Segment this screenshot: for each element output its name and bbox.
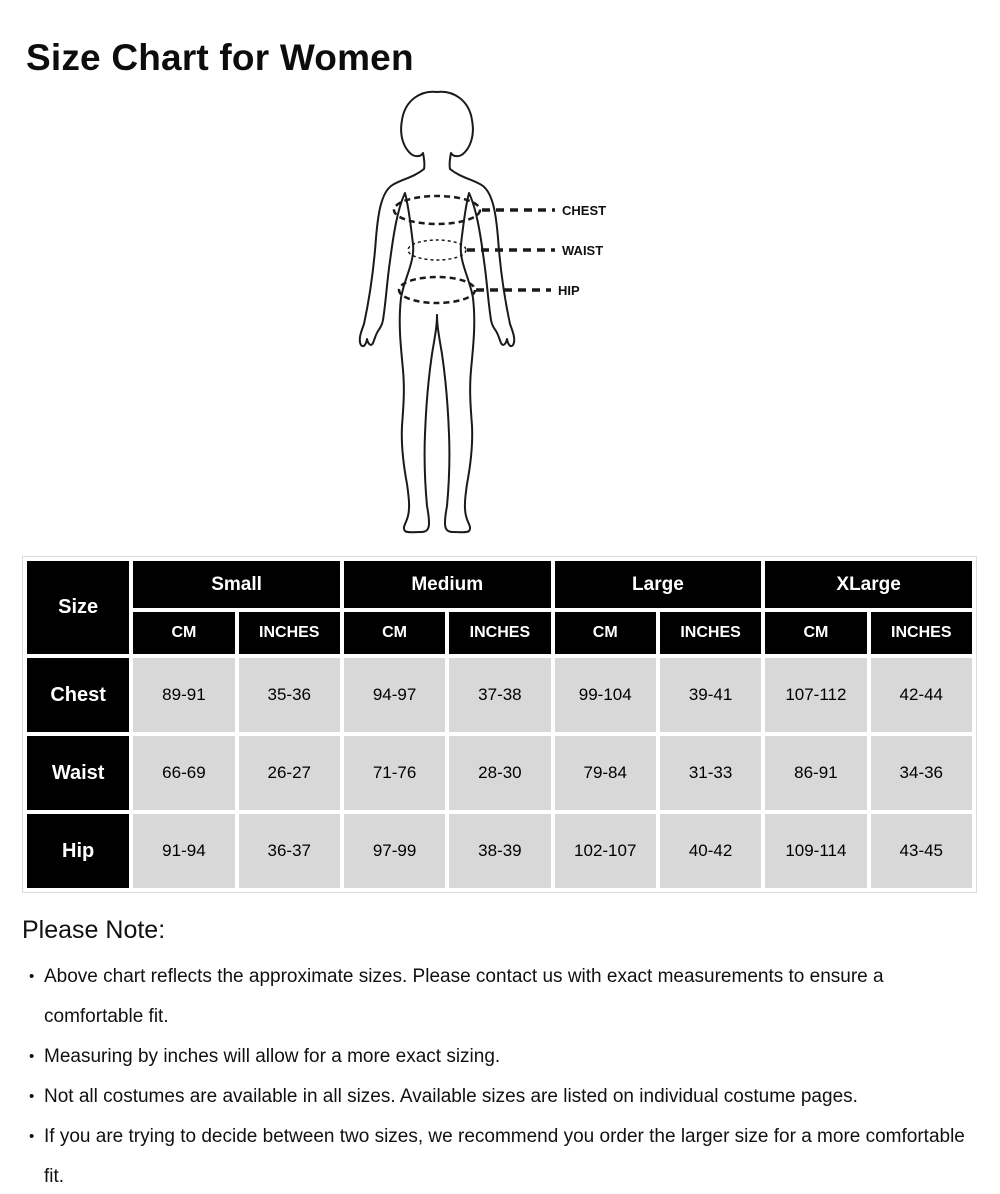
chest-xlarge-cm: 107-112 (765, 658, 866, 732)
hip-large-inches: 40-42 (660, 814, 761, 888)
hip-xlarge-inches: 43-45 (871, 814, 972, 888)
body-measurement-diagram (345, 86, 635, 546)
note-text: Not all costumes are available in all sizes. Available sizes are listed on individual costume pages. (44, 1086, 858, 1107)
page-title: Size Chart for Women (26, 36, 414, 78)
waist-label: WAIST (562, 243, 604, 258)
waist-xlarge-inches: 34-36 (871, 736, 972, 810)
group-header-small: Small (133, 561, 340, 608)
size-group-header-row (27, 561, 972, 608)
waist-xlarge-cm: 86-91 (765, 736, 866, 810)
row-header-chest: Chest (27, 658, 129, 732)
waist-medium-cm: 71-76 (344, 736, 445, 810)
waist-large-inches: 31-33 (660, 736, 761, 810)
unit-header-cm: CM (555, 612, 656, 654)
note-item (22, 1077, 972, 1117)
note-item (22, 1037, 972, 1077)
hip-small-inches: 36-37 (239, 814, 340, 888)
waist-small-inches: 26-27 (239, 736, 340, 810)
unit-header-cm: CM (133, 612, 234, 654)
unit-header-inches: INCHES (449, 612, 550, 654)
chest-label: CHEST (562, 203, 607, 218)
hip-label: HIP (558, 283, 580, 298)
body-silhouette (360, 92, 514, 533)
chest-large-cm: 99-104 (555, 658, 656, 732)
notes-section (22, 916, 972, 1194)
notes-list (22, 957, 972, 1194)
note-text: If you are trying to decide between two sizes, we recommend you order the larger size for a more comfortable fit. (44, 1126, 965, 1187)
note-text: Measuring by inches will allow for a more exact sizing. (44, 1046, 501, 1067)
hip-large-cm: 102-107 (555, 814, 656, 888)
chest-medium-cm: 94-97 (344, 658, 445, 732)
hip-small-cm: 91-94 (133, 814, 234, 888)
note-item (22, 1117, 972, 1194)
waist-large-cm: 79-84 (555, 736, 656, 810)
row-header-hip: Hip (27, 814, 129, 888)
waist-medium-inches: 28-30 (449, 736, 550, 810)
waist-small-cm: 66-69 (133, 736, 234, 810)
unit-header-inches: INCHES (660, 612, 761, 654)
table-row-chest (27, 658, 972, 732)
unit-header-row (27, 612, 972, 654)
note-text: Above chart reflects the approximate sizes. Please contact us with exact measurements to ensure a comfortable fit. (44, 966, 884, 1027)
female-body-outline-figure (345, 86, 635, 546)
group-header-xlarge: XLarge (765, 561, 972, 608)
row-header-waist: Waist (27, 736, 129, 810)
unit-header-inches: INCHES (871, 612, 972, 654)
group-header-large: Large (555, 561, 762, 608)
table-row-waist (27, 736, 972, 810)
chest-small-cm: 89-91 (133, 658, 234, 732)
hip-medium-cm: 97-99 (344, 814, 445, 888)
chest-xlarge-inches: 42-44 (871, 658, 972, 732)
unit-header-inches: INCHES (239, 612, 340, 654)
unit-header-cm: CM (765, 612, 866, 654)
size-corner-header: Size (27, 561, 129, 654)
group-header-medium: Medium (344, 561, 551, 608)
bullet-icon: • (29, 968, 35, 985)
size-measurement-table (22, 556, 977, 893)
chest-large-inches: 39-41 (660, 658, 761, 732)
hip-xlarge-cm: 109-114 (765, 814, 866, 888)
bullet-icon: • (29, 1088, 35, 1105)
chest-small-inches: 35-36 (239, 658, 340, 732)
table-row-hip (27, 814, 972, 888)
hip-measure-ellipse (399, 277, 475, 303)
note-item (22, 957, 972, 1037)
hip-medium-inches: 38-39 (449, 814, 550, 888)
unit-header-cm: CM (344, 612, 445, 654)
waist-measure-ellipse (408, 240, 466, 260)
chest-measure-ellipse (394, 196, 480, 224)
chest-medium-inches: 37-38 (449, 658, 550, 732)
bullet-icon: • (29, 1128, 35, 1145)
notes-heading: Please Note: (22, 916, 166, 944)
bullet-icon: • (29, 1048, 35, 1065)
